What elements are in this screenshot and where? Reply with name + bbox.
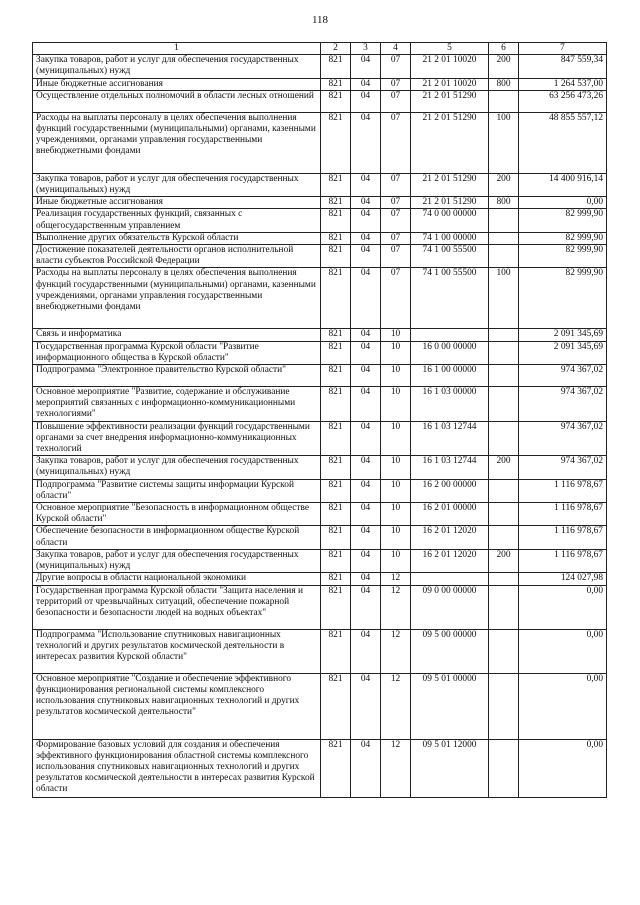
row-rz-cell: 04 [351, 387, 381, 422]
row-sum-cell: 1 116 978,67 [519, 549, 607, 572]
row-vr-cell: 800 [489, 197, 519, 209]
row-pr-cell: 12 [381, 573, 411, 585]
row-name-cell: Подпрограмма "Электронное правительство Курской области" [33, 365, 321, 387]
table-row [33, 573, 607, 585]
row-sum-cell: 2 091 345,69 [519, 329, 607, 341]
row-vr-cell [489, 387, 519, 422]
row-csr-cell: 21 2 01 51290 [411, 112, 489, 173]
row-rz-cell: 04 [351, 268, 381, 329]
row-ved-cell: 821 [321, 479, 351, 502]
row-pr-cell: 10 [381, 526, 411, 549]
row-vr-cell [489, 526, 519, 549]
row-pr-cell: 10 [381, 365, 411, 387]
row-ved-cell: 821 [321, 173, 351, 196]
row-name-cell: Осуществление отдельных полномочий в области лесных отношений [33, 90, 321, 112]
row-rz-cell: 04 [351, 197, 381, 209]
row-csr-cell: 16 1 00 00000 [411, 365, 489, 387]
row-ved-cell: 821 [321, 585, 351, 629]
row-rz-cell: 04 [351, 629, 381, 673]
row-pr-cell: 10 [381, 549, 411, 572]
row-ved-cell: 821 [321, 387, 351, 422]
row-name-cell: Иные бюджетные ассигнования [33, 197, 321, 209]
row-name-cell: Расходы на выплаты персоналу в целях обеспечения выполнения функций государственными (муниципальными) органами, казенными учреждениями, органами управления государственными внебюджетными фондами [33, 268, 321, 329]
row-rz-cell: 04 [351, 173, 381, 196]
row-rz-cell: 04 [351, 209, 381, 232]
row-csr-cell [411, 329, 489, 341]
row-vr-cell [489, 245, 519, 268]
table-row [33, 739, 607, 797]
table-row [33, 549, 607, 572]
row-sum-cell: 0,00 [519, 197, 607, 209]
table-row [33, 173, 607, 196]
row-pr-cell: 07 [381, 55, 411, 78]
row-csr-cell: 21 2 01 51290 [411, 173, 489, 196]
row-sum-cell: 82 999,90 [519, 268, 607, 329]
row-sum-cell: 974 367,02 [519, 456, 607, 479]
row-rz-cell: 04 [351, 585, 381, 629]
row-csr-cell: 09 5 01 00000 [411, 673, 489, 739]
row-ved-cell: 821 [321, 90, 351, 112]
row-sum-cell: 0,00 [519, 585, 607, 629]
row-vr-cell: 200 [489, 549, 519, 572]
row-vr-cell: 200 [489, 456, 519, 479]
header-cell: 3 [351, 43, 381, 55]
row-rz-cell: 04 [351, 739, 381, 797]
row-vr-cell [489, 90, 519, 112]
row-rz-cell: 04 [351, 329, 381, 341]
table-row [33, 673, 607, 739]
header-cell: 2 [321, 43, 351, 55]
row-rz-cell: 04 [351, 421, 381, 456]
row-pr-cell: 07 [381, 173, 411, 196]
row-sum-cell: 82 999,90 [519, 245, 607, 268]
row-vr-cell [489, 232, 519, 244]
page-number: 118 [311, 14, 329, 26]
header-cell: 1 [33, 43, 321, 55]
row-sum-cell: 2 091 345,69 [519, 341, 607, 364]
row-name-cell: Расходы на выплаты персоналу в целях обеспечения выполнения функций государственными (муниципальными) органами, казенными учреждениями, органами управления государственными внебюджетными фондами [33, 112, 321, 173]
row-name-cell: Связь и информатика [33, 329, 321, 341]
table-row [33, 90, 607, 112]
table-header-row [33, 43, 607, 55]
row-vr-cell [489, 421, 519, 456]
row-pr-cell: 07 [381, 268, 411, 329]
row-sum-cell: 974 367,02 [519, 421, 607, 456]
row-pr-cell: 07 [381, 209, 411, 232]
row-vr-cell [489, 209, 519, 232]
table-row [33, 456, 607, 479]
row-csr-cell: 16 1 03 12744 [411, 421, 489, 456]
row-vr-cell [489, 673, 519, 739]
row-ved-cell: 821 [321, 232, 351, 244]
row-ved-cell: 821 [321, 55, 351, 78]
row-csr-cell: 21 2 01 51290 [411, 197, 489, 209]
row-vr-cell [489, 341, 519, 364]
table-row [33, 245, 607, 268]
row-pr-cell: 07 [381, 78, 411, 90]
row-pr-cell: 12 [381, 739, 411, 797]
row-pr-cell: 10 [381, 387, 411, 422]
row-vr-cell: 100 [489, 112, 519, 173]
row-pr-cell: 10 [381, 421, 411, 456]
table-row [33, 55, 607, 78]
row-vr-cell [489, 629, 519, 673]
row-ved-cell: 821 [321, 341, 351, 364]
row-name-cell: Выполнение других обязательств Курской области [33, 232, 321, 244]
row-name-cell: Закупка товаров, работ и услуг для обеспечения государственных (муниципальных) нужд [33, 456, 321, 479]
row-ved-cell: 821 [321, 78, 351, 90]
row-rz-cell: 04 [351, 479, 381, 502]
row-csr-cell: 09 0 00 00000 [411, 585, 489, 629]
row-vr-cell: 100 [489, 268, 519, 329]
table-row [33, 387, 607, 422]
row-rz-cell: 04 [351, 673, 381, 739]
row-ved-cell: 821 [321, 673, 351, 739]
row-csr-cell [411, 573, 489, 585]
row-ved-cell: 821 [321, 739, 351, 797]
row-rz-cell: 04 [351, 503, 381, 526]
row-csr-cell: 21 2 01 10020 [411, 78, 489, 90]
row-pr-cell: 10 [381, 456, 411, 479]
row-name-cell: Реализация государственных функций, связанных с общегосударственным управлением [33, 209, 321, 232]
row-sum-cell: 1 116 978,67 [519, 526, 607, 549]
header-cell: 6 [489, 43, 519, 55]
row-name-cell: Другие вопросы в области национальной экономики [33, 573, 321, 585]
table-row [33, 78, 607, 90]
row-rz-cell: 04 [351, 526, 381, 549]
row-ved-cell: 821 [321, 329, 351, 341]
row-csr-cell: 21 2 01 10020 [411, 55, 489, 78]
row-sum-cell: 1 116 978,67 [519, 479, 607, 502]
row-ved-cell: 821 [321, 209, 351, 232]
row-sum-cell: 63 256 473,26 [519, 90, 607, 112]
row-rz-cell: 04 [351, 573, 381, 585]
row-name-cell: Обеспечение безопасности в информационном обществе Курской области [33, 526, 321, 549]
row-rz-cell: 04 [351, 341, 381, 364]
table-row [33, 365, 607, 387]
row-csr-cell: 16 2 00 00000 [411, 479, 489, 502]
row-name-cell: Иные бюджетные ассигнования [33, 78, 321, 90]
row-vr-cell [489, 573, 519, 585]
row-vr-cell: 200 [489, 55, 519, 78]
row-pr-cell: 12 [381, 585, 411, 629]
row-csr-cell: 16 2 01 12020 [411, 549, 489, 572]
row-pr-cell: 10 [381, 329, 411, 341]
row-vr-cell [489, 503, 519, 526]
row-pr-cell: 07 [381, 197, 411, 209]
row-rz-cell: 04 [351, 456, 381, 479]
row-csr-cell: 74 0 00 00000 [411, 209, 489, 232]
row-csr-cell: 16 0 00 00000 [411, 341, 489, 364]
header-cell: 5 [411, 43, 489, 55]
row-rz-cell: 04 [351, 549, 381, 572]
row-name-cell: Государственная программа Курской области "Развитие информационного общества в Курской области" [33, 341, 321, 364]
row-csr-cell: 16 1 03 00000 [411, 387, 489, 422]
row-name-cell: Достижение показателей деятельности органов исполнительной власти субъектов Российской Федерации [33, 245, 321, 268]
row-pr-cell: 12 [381, 673, 411, 739]
row-ved-cell: 821 [321, 421, 351, 456]
row-ved-cell: 821 [321, 629, 351, 673]
row-csr-cell: 16 2 01 00000 [411, 503, 489, 526]
table-row [33, 479, 607, 502]
row-name-cell: Повышение эффективности реализации функций государственными органами за счет внедрения информационно-коммуникационных технологий [33, 421, 321, 456]
row-name-cell: Подпрограмма "Развитие системы защиты информации Курской области" [33, 479, 321, 502]
row-vr-cell [489, 739, 519, 797]
row-name-cell: Государственная программа Курской области "Защита населения и территорий от чрезвычайных ситуаций, обеспечение пожарной безопасности и безопасности людей на водных объектах" [33, 585, 321, 629]
row-vr-cell [489, 329, 519, 341]
row-sum-cell: 0,00 [519, 673, 607, 739]
row-pr-cell: 07 [381, 232, 411, 244]
table-row [33, 421, 607, 456]
row-csr-cell: 74 1 00 55500 [411, 268, 489, 329]
table-row [33, 526, 607, 549]
row-pr-cell: 12 [381, 629, 411, 673]
row-rz-cell: 04 [351, 90, 381, 112]
row-sum-cell: 974 367,02 [519, 387, 607, 422]
row-sum-cell: 1 116 978,67 [519, 503, 607, 526]
row-name-cell: Основное мероприятие "Развитие, содержание и обслуживание мероприятий связанных с информационно-коммуникационными технологиями" [33, 387, 321, 422]
row-ved-cell: 821 [321, 112, 351, 173]
table-row [33, 209, 607, 232]
row-vr-cell [489, 479, 519, 502]
row-csr-cell: 16 2 01 12020 [411, 526, 489, 549]
table-row [33, 503, 607, 526]
row-sum-cell: 124 027,98 [519, 573, 607, 585]
row-rz-cell: 04 [351, 112, 381, 173]
row-name-cell: Закупка товаров, работ и услуг для обеспечения государственных (муниципальных) нужд [33, 549, 321, 572]
row-ved-cell: 821 [321, 503, 351, 526]
row-csr-cell: 74 1 00 55500 [411, 245, 489, 268]
row-sum-cell: 1 264 537,00 [519, 78, 607, 90]
row-pr-cell: 10 [381, 341, 411, 364]
row-ved-cell: 821 [321, 197, 351, 209]
row-ved-cell: 821 [321, 549, 351, 572]
row-sum-cell: 0,00 [519, 629, 607, 673]
table-row [33, 268, 607, 329]
row-vr-cell: 800 [489, 78, 519, 90]
row-sum-cell: 82 999,90 [519, 209, 607, 232]
row-sum-cell: 847 559,34 [519, 55, 607, 78]
row-vr-cell [489, 365, 519, 387]
header-cell: 7 [519, 43, 607, 55]
row-rz-cell: 04 [351, 232, 381, 244]
row-rz-cell: 04 [351, 245, 381, 268]
row-vr-cell: 200 [489, 173, 519, 196]
row-pr-cell: 07 [381, 90, 411, 112]
row-name-cell: Закупка товаров, работ и услуг для обеспечения государственных (муниципальных) нужд [33, 55, 321, 78]
row-ved-cell: 821 [321, 456, 351, 479]
row-rz-cell: 04 [351, 365, 381, 387]
row-csr-cell: 16 1 03 12744 [411, 456, 489, 479]
row-sum-cell: 0,00 [519, 739, 607, 797]
row-pr-cell: 10 [381, 479, 411, 502]
table-row [33, 329, 607, 341]
row-sum-cell: 82 999,90 [519, 232, 607, 244]
row-rz-cell: 04 [351, 55, 381, 78]
header-cell: 4 [381, 43, 411, 55]
row-csr-cell: 21 2 01 51290 [411, 90, 489, 112]
table-row [33, 197, 607, 209]
row-rz-cell: 04 [351, 78, 381, 90]
row-sum-cell: 48 855 557,12 [519, 112, 607, 173]
row-ved-cell: 821 [321, 526, 351, 549]
table-row [33, 585, 607, 629]
row-name-cell: Основное мероприятие "Безопасность в информационном обществе Курской области" [33, 503, 321, 526]
table-row [33, 629, 607, 673]
table-row [33, 232, 607, 244]
row-csr-cell: 74 1 00 00000 [411, 232, 489, 244]
row-name-cell: Формирование базовых условий для создания и обеспечения эффективного функционирования областной системы комплексного использования спутниковых навигационных технологий и других результатов космической деятельности в интересах развития Курской области [33, 739, 321, 797]
row-sum-cell: 974 367,02 [519, 365, 607, 387]
row-vr-cell [489, 585, 519, 629]
row-name-cell: Основное мероприятие "Создание и обеспечение эффективного функционирования региональной системы комплексного использования спутниковых навигационных технологий и других результатов космической деятельности" [33, 673, 321, 739]
row-name-cell: Подпрограмма "Использование спутниковых навигационных технологий и других результатов космической деятельности в интересах развития Курской области" [33, 629, 321, 673]
row-ved-cell: 821 [321, 245, 351, 268]
row-pr-cell: 07 [381, 245, 411, 268]
table-row [33, 112, 607, 173]
row-name-cell: Закупка товаров, работ и услуг для обеспечения государственных (муниципальных) нужд [33, 173, 321, 196]
row-ved-cell: 821 [321, 573, 351, 585]
row-pr-cell: 10 [381, 503, 411, 526]
row-csr-cell: 09 5 01 12000 [411, 739, 489, 797]
table-row [33, 341, 607, 364]
row-csr-cell: 09 5 00 00000 [411, 629, 489, 673]
budget-table [32, 42, 607, 798]
row-pr-cell: 07 [381, 112, 411, 173]
row-sum-cell: 14 400 916,14 [519, 173, 607, 196]
row-ved-cell: 821 [321, 365, 351, 387]
row-ved-cell: 821 [321, 268, 351, 329]
